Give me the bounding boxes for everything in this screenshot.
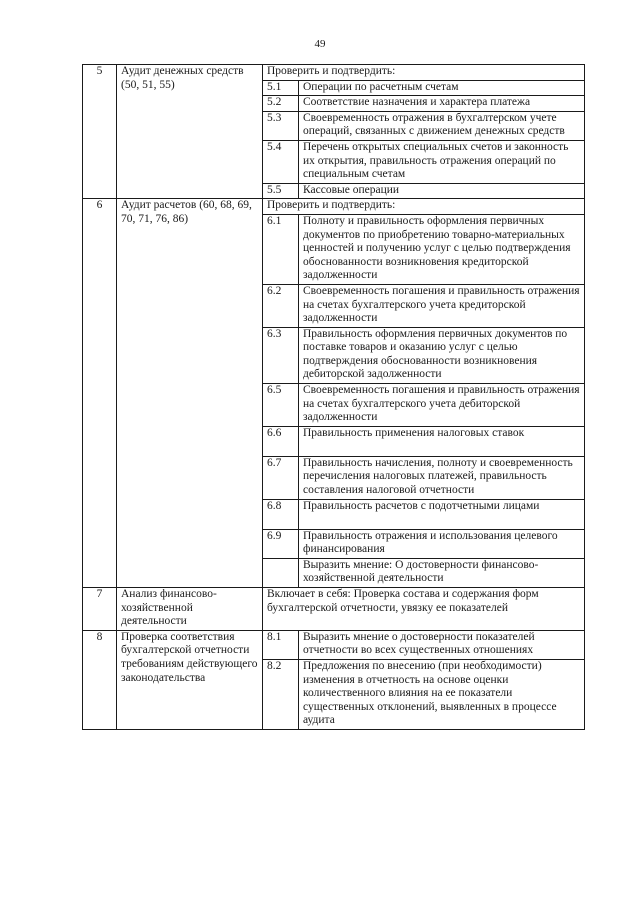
item-text: Правильность расчетов с подотчетными лицами [299,499,585,529]
item-code: 6.2 [263,284,299,327]
section-number: 7 [83,588,117,631]
item-text: Соответствие назначения и характера платежа [299,96,585,112]
item-row [263,659,584,728]
item-row [263,215,584,284]
item-row [263,183,584,198]
item-code: 5.4 [263,140,299,183]
section-text: Включает в себя: Проверка состава и содержания форм бухгалтерской отчетности, увязку ее показателей [263,588,585,631]
item-text: Полноту и правильность оформления первичных документов по приобретению товарно-материальных ценностей и получению услуг с целью подтверждения обоснованности возникновения кредиторской задолженности [299,215,585,284]
section-intro: Проверить и подтвердить: [263,199,584,215]
section-row-6 [83,199,585,588]
item-code: 5.3 [263,111,299,140]
section-number: 6 [83,199,117,588]
item-row [263,111,584,140]
item-code: 6.8 [263,499,299,529]
item-text: Предложения по внесению (при необходимости) изменения в отчетность на основе оценки количественного влияния на ее показатели существенных отклонений, выявленных в процессе аудита [299,659,585,728]
section-row-7 [83,588,585,631]
item-row [263,456,584,499]
item-text: Правильность начисления, полноту и своевременность перечисления налоговых платежей, правильность составления налоговой отчетности [299,456,585,499]
item-code: 6.1 [263,215,299,284]
item-text: Своевременность отражения в бухгалтерском учете операций, связанных с движением денежных средств [299,111,585,140]
section-number: 8 [83,630,117,729]
section-items [263,215,584,587]
section-intro: Проверить и подтвердить: [263,65,584,81]
item-row [263,384,584,427]
item-row [263,426,584,456]
item-row [263,327,584,383]
item-code: 6.7 [263,456,299,499]
item-text: Правильность отражения и использования целевого финансирования [299,529,585,558]
item-row [263,284,584,327]
audit-plan-table [82,64,585,730]
item-text: Выразить мнение о достоверности показателей отчетности во всех существенных отношениях [299,631,585,660]
item-text: Выразить мнение: О достоверности финансово-хозяйственной деятельности [299,558,585,587]
item-row [263,529,584,558]
item-text: Своевременность погашения и правильность отражения на счетах бухгалтерского учета кредиторской задолженности [299,284,585,327]
item-row [263,140,584,183]
section-row-5 [83,65,585,199]
section-title: Проверка соответствия бухгалтерской отчетности требованиям действующего законодательства [117,630,263,729]
item-text: Кассовые операции [299,183,585,198]
section-title: Аудит денежных средств (50, 51, 55) [117,65,263,199]
section-number: 5 [83,65,117,199]
item-text: Перечень открытых специальных счетов и законность их открытия, правильность отражения операций по специальным счетам [299,140,585,183]
item-code: 5.5 [263,183,299,198]
item-row [263,558,584,587]
section-row-8 [83,630,585,729]
section-items [263,81,584,199]
item-row [263,499,584,529]
item-code: 5.2 [263,96,299,112]
item-text: Правильность оформления первичных документов по поставке товаров и оказанию услуг с целью подтверждения обоснованности возникновения дебиторской задолженности [299,327,585,383]
page-number: 49 [314,38,326,50]
section-title: Аудит расчетов (60, 68, 69, 70, 71, 76, 86) [117,199,263,588]
item-row [263,81,584,96]
item-row [263,631,584,660]
item-text: Правильность применения налоговых ставок [299,426,585,456]
item-code: 6.3 [263,327,299,383]
item-text: Операции по расчетным счетам [299,81,585,96]
item-code: 8.2 [263,659,299,728]
section-items [263,631,584,729]
item-code: 8.1 [263,631,299,660]
item-row [263,96,584,112]
item-code: 6.9 [263,529,299,558]
item-code [263,558,299,587]
section-title: Анализ финансово-хозяйственной деятельности [117,588,263,631]
item-code: 6.6 [263,426,299,456]
item-text: Своевременность погашения и правильность отражения на счетах бухгалтерского учета дебиторской задолженности [299,384,585,427]
item-code: 6.5 [263,384,299,427]
item-code: 5.1 [263,81,299,96]
